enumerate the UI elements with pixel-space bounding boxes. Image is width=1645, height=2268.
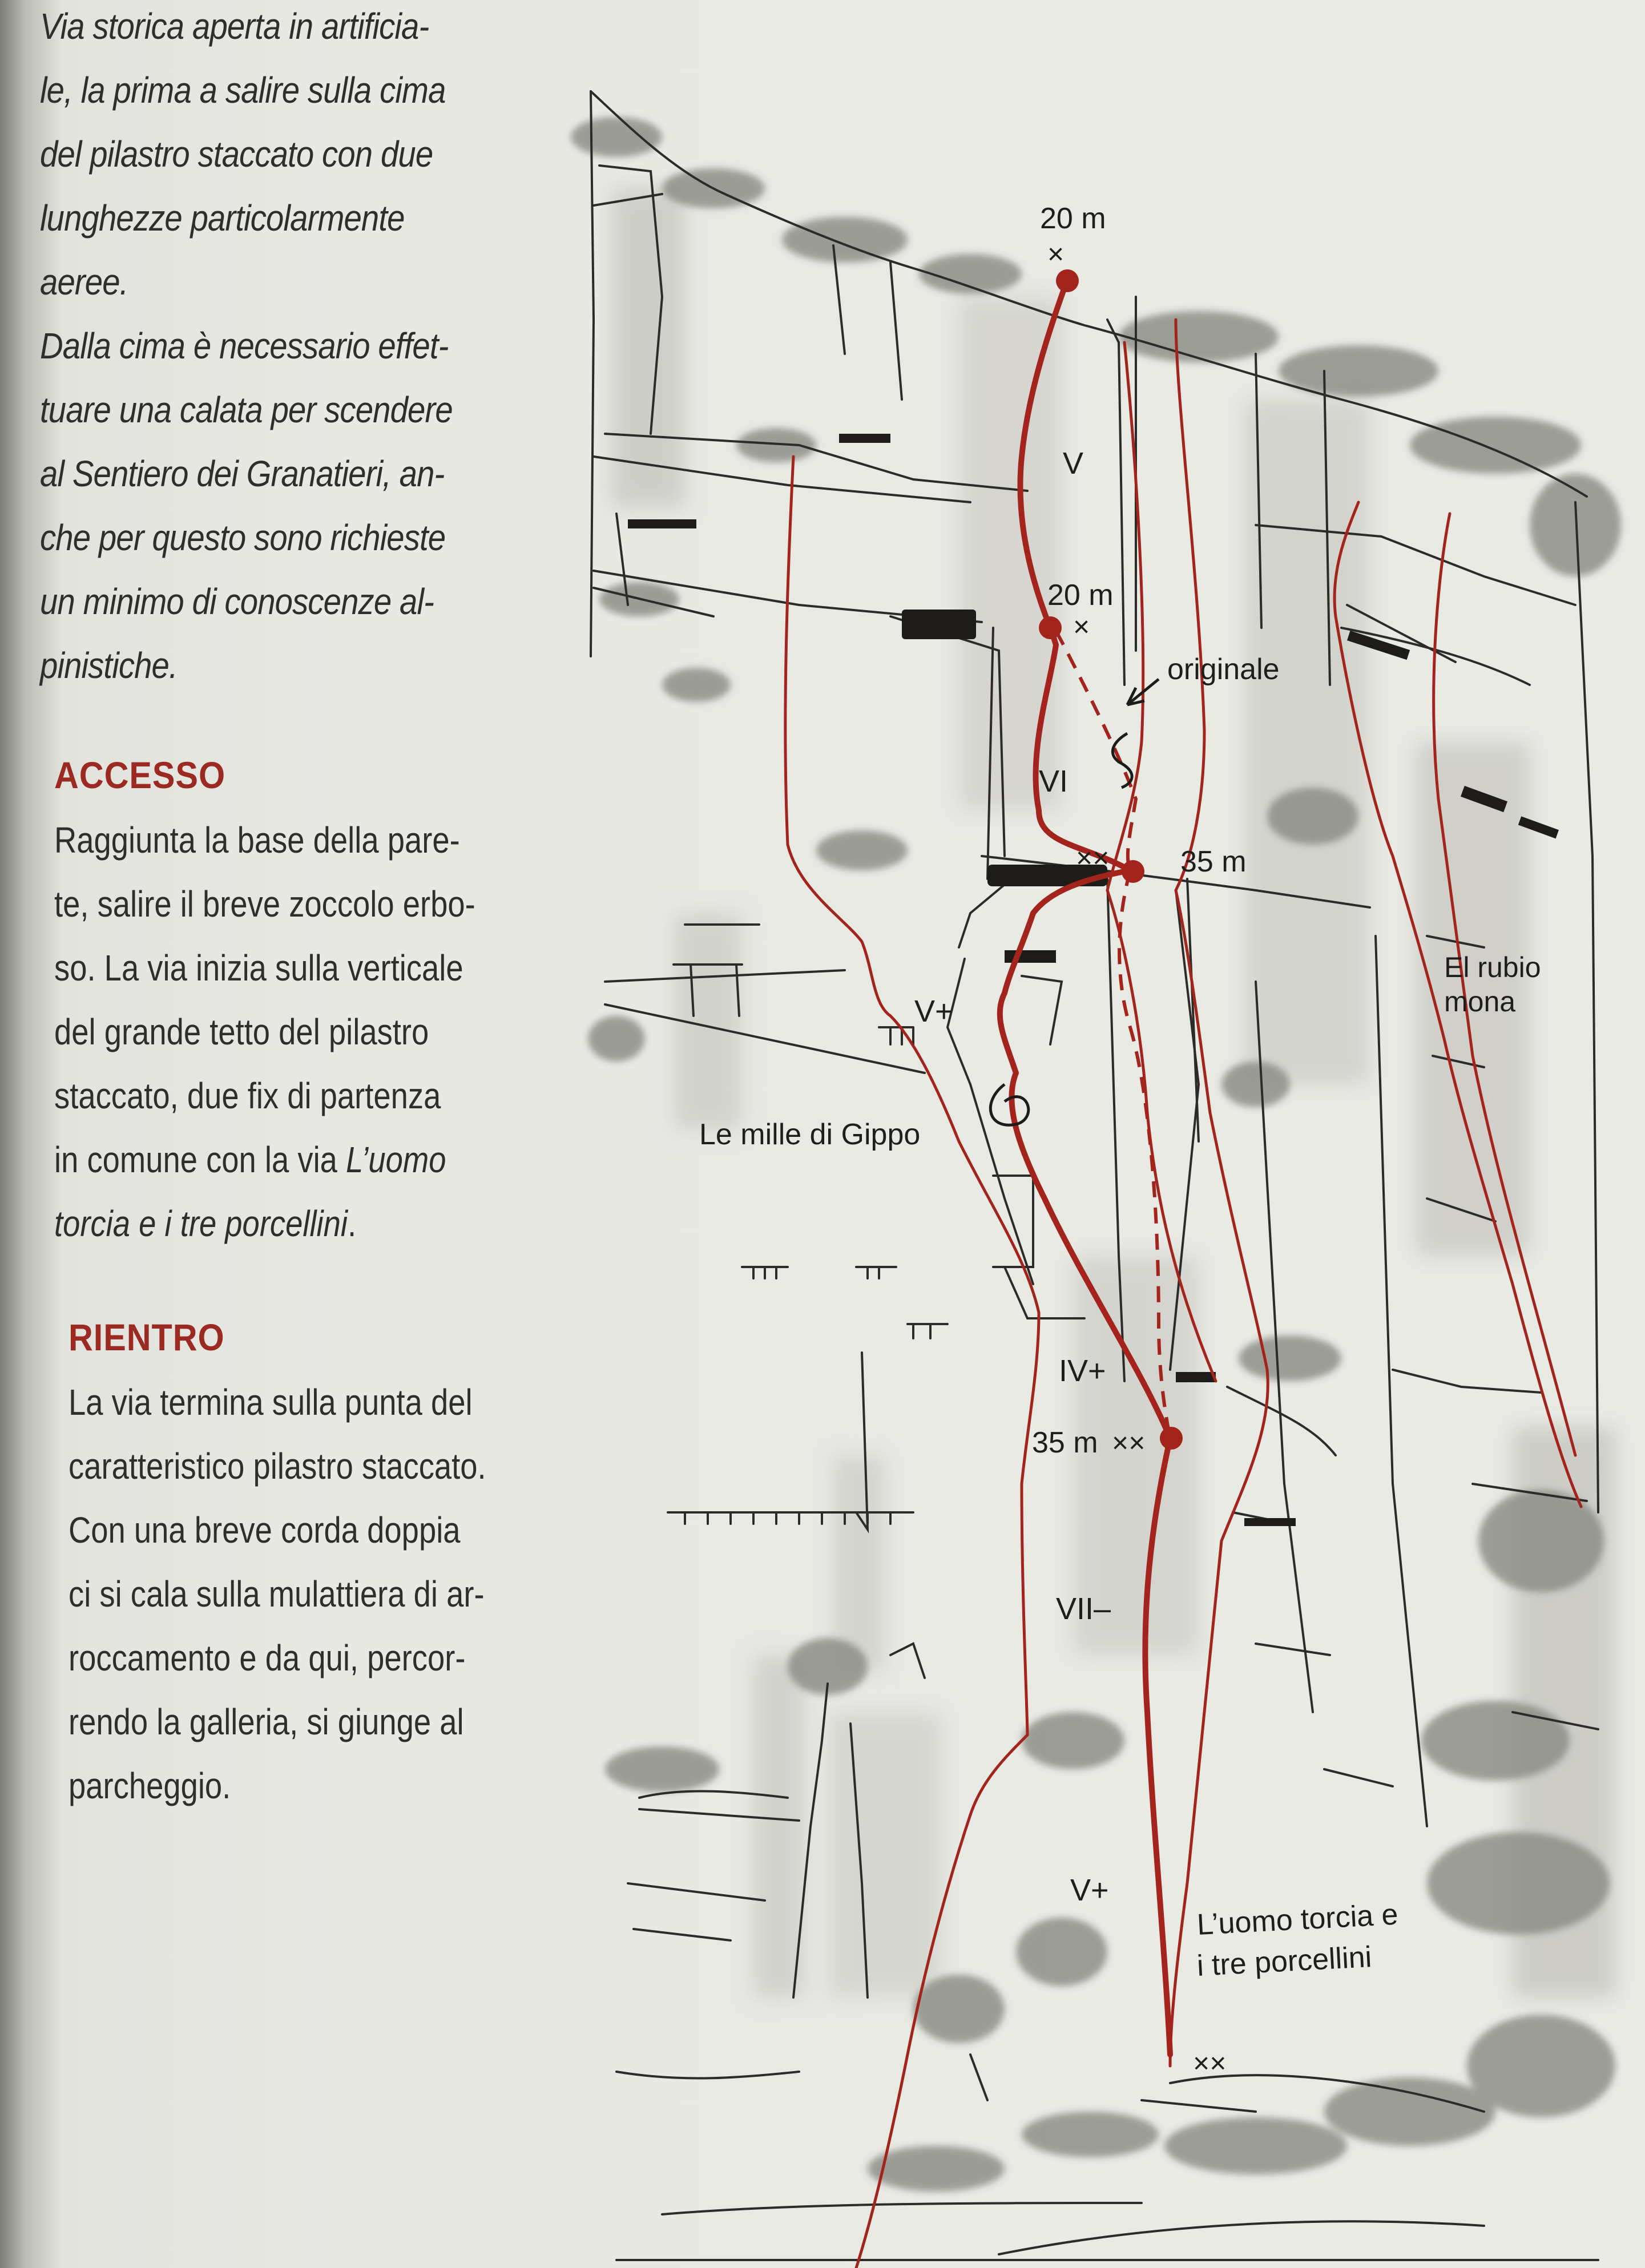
rientro-line: caratteristico pilastro staccato.: [68, 1446, 486, 1487]
rientro-line: La via termina sulla punta del: [68, 1382, 473, 1423]
intro-line: aeree.: [40, 261, 128, 302]
belay-dot-35b: [1160, 1427, 1183, 1450]
intro-line: pinistiche.: [40, 645, 178, 686]
intro-line: lunghezze particolarmente: [40, 197, 405, 239]
belay-mark-35b: ××: [1112, 1427, 1146, 1459]
label-le-mille-di-gippo: Le mille di Gippo: [699, 1118, 921, 1151]
belay-mark-top: ×: [1047, 238, 1065, 270]
grade-vi: VI: [1039, 764, 1069, 798]
grade-ivplus: IV+: [1059, 1354, 1106, 1388]
belay-mark-35a: ××: [1076, 842, 1110, 874]
belay-label-35b: 35 m: [1032, 1426, 1098, 1459]
intro-line: Via storica aperta in artificia-: [40, 6, 429, 47]
grade-vii-minus: VII–: [1056, 1592, 1111, 1626]
grade-vplus-upper: V+: [914, 994, 953, 1028]
label-uomo-torcia: L’uomo torcia e: [1196, 1898, 1399, 1942]
intro-line: al Sentiero dei Granatieri, an-: [40, 453, 445, 494]
route-name-italic: torcia e i tre porcellini: [54, 1203, 348, 1244]
intro-line: che per questo sono richieste: [40, 517, 446, 558]
accesso-line-end: .: [347, 1203, 357, 1244]
intro-line: tuare una calata per scendere: [40, 389, 453, 430]
label-mona: mona: [1444, 986, 1516, 1018]
route-name-italic: L’uomo: [346, 1139, 446, 1180]
belay-label-top: 20 m: [1040, 202, 1106, 235]
rientro-line: parcheggio.: [68, 1765, 231, 1806]
belay-label-35a: 35 m: [1180, 845, 1247, 878]
belay-dot-top: [1056, 269, 1079, 292]
intro-line: Dalla cima è necessario effet-: [40, 325, 449, 366]
accesso-line: del grande tetto del pilastro: [54, 1011, 429, 1052]
label-el-rubio: El rubio: [1444, 951, 1541, 983]
label-tre-porcellini: i tre porcellini: [1196, 1940, 1373, 1983]
belay-label-mid: 20 m: [1047, 579, 1114, 612]
accesso-line-part: in comune con la via: [54, 1139, 346, 1180]
rientro-line: ci si cala sulla mulattiera di ar-: [68, 1573, 485, 1615]
intro-line: del pilastro staccato con due: [40, 134, 433, 175]
intro-line: un minimo di conoscenze al-: [40, 581, 434, 622]
route-main: [1000, 280, 1170, 2055]
rientro-line: rendo la galleria, si giunge al: [68, 1701, 464, 1742]
accesso-line: Raggiunta la base della pare-: [54, 820, 460, 861]
rientro-line: roccamento e da qui, percor-: [68, 1637, 466, 1678]
accesso-heading: ACCESSO: [54, 754, 226, 796]
anchor-mark-start: ××: [1193, 2047, 1227, 2079]
grade-vplus-lower: V+: [1070, 1873, 1109, 1907]
accesso-line: so. La via inizia sulla verticale: [54, 947, 463, 988]
intro-line: le, la prima a salire sulla cima: [40, 70, 446, 111]
rientro-heading: RIENTRO: [68, 1316, 225, 1358]
belay-dot-mid: [1039, 616, 1062, 639]
label-originale: originale: [1167, 653, 1280, 686]
belay-mark-mid: ×: [1073, 611, 1090, 643]
rientro-line: Con una breve corda doppia: [68, 1510, 461, 1551]
accesso-line: te, salire il breve zoccolo erbo-: [54, 883, 475, 925]
belay-dot-35a: [1122, 860, 1144, 883]
grade-v: V: [1063, 446, 1084, 481]
accesso-line: staccato, due fix di partenza: [54, 1075, 441, 1116]
